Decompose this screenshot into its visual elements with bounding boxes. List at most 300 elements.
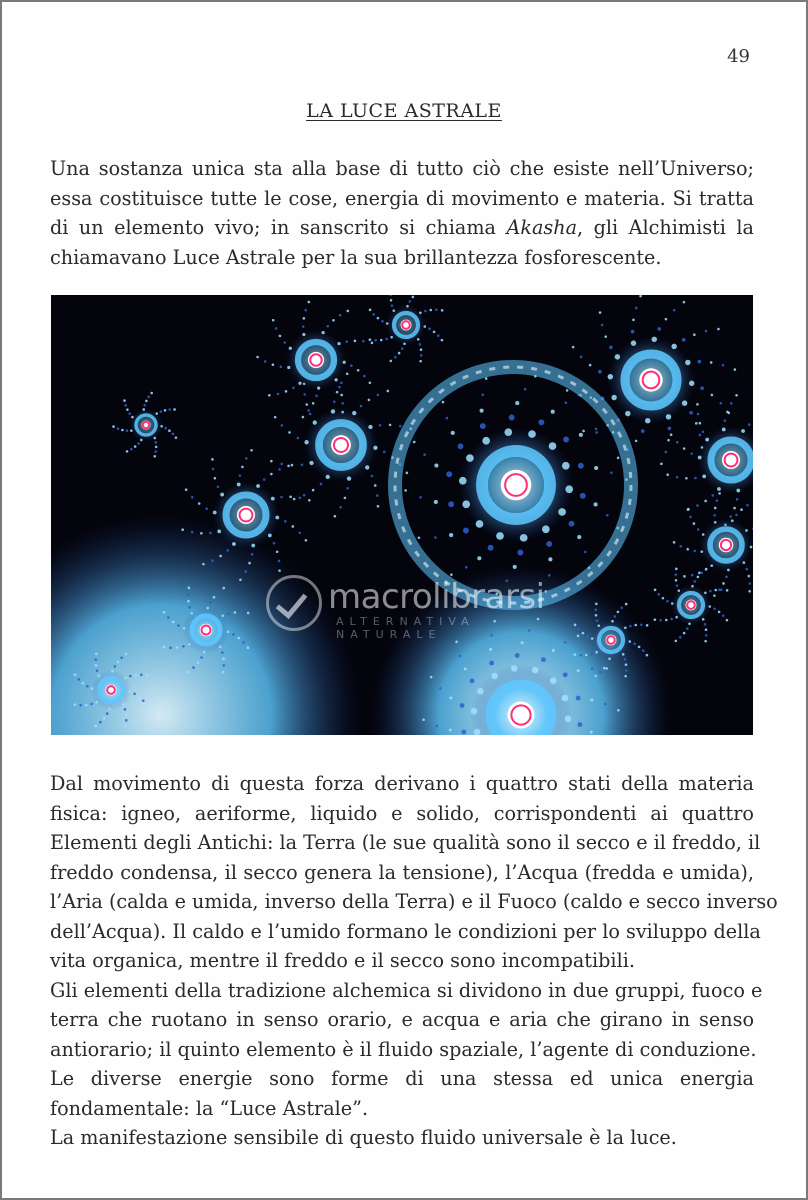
petal-dot: [198, 502, 201, 505]
petal-dot: [126, 408, 129, 411]
petal-dot: [211, 458, 214, 461]
petal-dot: [685, 477, 688, 480]
petal-dot: [682, 400, 687, 405]
petal-dot: [488, 545, 494, 551]
petal-dot: [598, 370, 602, 374]
petal-dot: [234, 611, 237, 614]
petal-dot: [221, 614, 224, 617]
petal-dot: [666, 473, 669, 476]
petal-dot: [585, 654, 588, 657]
petal-dot: [274, 416, 277, 419]
petal-dot: [188, 587, 191, 590]
petal-dot: [251, 553, 254, 556]
petal-dot: [125, 653, 128, 656]
petal-dot: [344, 497, 347, 500]
petal-dot: [461, 730, 466, 735]
petal-dot: [305, 539, 308, 542]
petal-dot: [735, 394, 738, 397]
petal-dot: [448, 501, 454, 507]
petal-dot: [675, 616, 678, 619]
petal-dot: [222, 664, 225, 667]
petal-dot: [220, 493, 224, 497]
petal-dot: [702, 618, 705, 621]
petal-dot: [280, 496, 283, 499]
intro-line: chiamavano Luce Astrale per la sua brillantezza fosforescente.: [50, 245, 662, 269]
body-line: vita organica, mentre il freddo e il secco sono incompatibili.: [50, 949, 635, 972]
petal-dot: [412, 296, 415, 299]
petal-dot: [239, 474, 242, 477]
petal-dot: [462, 500, 470, 508]
petal-dot: [96, 669, 99, 672]
petal-dot: [376, 494, 379, 497]
petal-dot: [304, 309, 307, 312]
petal-dot: [263, 478, 266, 481]
petal-dot: [237, 637, 240, 640]
petal-dot: [617, 611, 620, 614]
checkmark-logo-icon: [266, 575, 322, 631]
petal-dot: [291, 464, 294, 467]
petal-dot: [399, 425, 402, 428]
petal-dot: [299, 497, 302, 500]
petal-dot: [578, 722, 583, 727]
petal-dot: [635, 440, 638, 443]
petal-dot: [303, 317, 306, 320]
petal-dot: [326, 475, 330, 479]
petal-dot: [419, 496, 422, 499]
petal-dot: [237, 483, 241, 487]
petal-dot: [120, 656, 123, 659]
petal-dot: [268, 534, 272, 538]
page-number: 49: [727, 46, 750, 67]
petal-dot: [114, 665, 117, 668]
petal-dot: [591, 637, 594, 640]
petal-dot: [586, 635, 589, 638]
petal-dot: [705, 628, 708, 631]
petal-dot: [347, 476, 351, 480]
petal-dot: [97, 674, 100, 677]
petal-dot: [363, 375, 366, 378]
intro-paragraph: [50, 154, 754, 272]
petal-dot: [717, 487, 721, 491]
petal-dot: [284, 520, 287, 523]
petal-dot: [181, 528, 184, 531]
body-line: fondamentale: la “Luce Astrale”.: [50, 1096, 369, 1120]
petal-dot: [677, 589, 680, 592]
petal-dot: [126, 429, 129, 432]
petal-dot: [309, 461, 313, 465]
petal-dot: [429, 309, 432, 312]
watermark: [266, 575, 566, 641]
petal-dot: [404, 489, 407, 492]
petal-dot: [368, 425, 372, 429]
petal-dot: [673, 309, 676, 312]
petal-dot: [128, 412, 131, 415]
petal-dot: [140, 673, 143, 676]
petal-dot: [383, 451, 386, 454]
petal-dot: [360, 405, 363, 408]
petal-dot: [617, 709, 620, 712]
petal-dot: [130, 448, 133, 451]
petal-dot: [521, 641, 524, 644]
petal-dot: [394, 356, 397, 359]
petal-dot: [418, 536, 421, 539]
petal-dot: [595, 675, 598, 678]
petal-dot: [460, 703, 465, 708]
petal-dot: [481, 393, 484, 396]
petal-dot: [746, 568, 749, 571]
petal-dot: [665, 619, 668, 622]
petal-dot: [599, 671, 602, 674]
petal-dot: [211, 559, 214, 562]
petal-dot: [441, 339, 444, 342]
petal-dot: [303, 494, 306, 497]
petal-dot: [153, 455, 156, 458]
petal-dot: [441, 309, 444, 312]
petal-dot: [272, 363, 275, 366]
petal-dot: [476, 520, 484, 528]
petal-dot: [428, 328, 431, 331]
petal-dot: [675, 640, 678, 643]
petal-dot: [219, 555, 222, 558]
petal-dot: [576, 696, 581, 701]
petal-dot: [528, 430, 536, 438]
petal-dot: [698, 360, 702, 364]
petal-dot: [474, 729, 481, 735]
petal-dot: [137, 442, 140, 445]
body-line: Gli elementi della tradizione alchemica si dividono in due gruppi, fuoco e: [50, 978, 763, 1002]
petal-dot: [729, 515, 732, 518]
petal-dot: [606, 662, 609, 665]
petal-dot: [374, 484, 377, 487]
petal-dot: [688, 622, 691, 625]
petal-dot: [389, 295, 392, 296]
petal-dot: [206, 607, 209, 610]
petal-dot: [489, 661, 494, 666]
petal-dot: [112, 425, 115, 428]
petal-dot: [406, 472, 409, 475]
petal-dot: [633, 643, 636, 646]
petal-dot: [424, 310, 427, 313]
petal-dot: [182, 645, 185, 648]
petal-dot: [748, 423, 751, 426]
petal-dot: [691, 585, 694, 588]
petal-dot: [726, 619, 729, 622]
petal-dot: [222, 658, 225, 661]
petal-dot: [111, 670, 114, 673]
petal-dot: [275, 327, 278, 330]
petal-dot: [256, 356, 259, 359]
petal-dot: [187, 671, 190, 674]
petal-dot: [332, 319, 335, 322]
petal-dot: [595, 431, 598, 434]
petal-dot: [696, 504, 699, 507]
petal-dot: [302, 416, 305, 419]
petal-dot: [213, 511, 217, 515]
petal-dot: [409, 300, 412, 303]
petal-dot: [634, 624, 637, 627]
petal-dot: [398, 352, 401, 355]
petal-dot: [244, 570, 247, 573]
petal-dot: [292, 386, 295, 389]
petal-dot: [579, 654, 582, 657]
petal-dot: [577, 535, 581, 539]
petal-dot: [275, 516, 279, 520]
petal-dot: [168, 408, 171, 411]
petal-dot: [700, 571, 703, 574]
petal-dot: [595, 614, 598, 617]
petal-dot: [336, 391, 339, 394]
petal-dot: [480, 409, 484, 413]
petal-dot: [564, 641, 567, 644]
petal-dot: [713, 594, 716, 597]
petal-dot: [304, 440, 308, 444]
petal-dot: [604, 335, 607, 338]
petal-dot: [176, 646, 179, 649]
petal-dot: [683, 447, 686, 450]
petal-dot: [423, 453, 426, 456]
petal-dot: [741, 429, 745, 433]
petal-dot: [675, 568, 678, 571]
petal-dot: [603, 667, 606, 670]
petal-dot: [108, 707, 111, 710]
petal-dot: [696, 403, 699, 406]
petal-dot: [578, 463, 584, 469]
petal-dot: [251, 544, 255, 548]
petal-dot: [227, 612, 230, 615]
petal-dot: [287, 366, 290, 369]
petal-dot: [597, 624, 600, 627]
petal-dot: [638, 646, 641, 649]
petal-dot: [480, 423, 486, 429]
petal-dot: [660, 463, 663, 466]
petal-dot: [736, 498, 739, 501]
petal-dot: [242, 641, 245, 644]
petal-dot: [142, 408, 145, 411]
petal-dot: [389, 424, 392, 427]
petal-dot: [95, 701, 98, 704]
petal-dot: [128, 690, 131, 693]
petal-dot: [694, 580, 697, 583]
petal-dot: [631, 330, 635, 334]
petal-dot: [565, 485, 573, 493]
petal-dot: [705, 634, 708, 637]
watermark-tagline: ALTERNATIVA NATURALE: [336, 615, 475, 641]
petal-dot: [309, 413, 312, 416]
petal-dot: [391, 304, 394, 307]
petal-dot: [125, 719, 128, 722]
petal-dot: [582, 632, 585, 635]
petal-dot: [117, 427, 120, 430]
petal-dot: [563, 672, 568, 677]
petal-dot: [307, 301, 310, 304]
petal-dot: [659, 619, 662, 622]
petal-dot: [608, 374, 613, 379]
petal-dot: [191, 531, 194, 534]
petal-dot: [683, 632, 686, 635]
petal-dot: [247, 646, 250, 649]
petal-dot: [232, 633, 235, 636]
petal-dot: [298, 382, 301, 385]
petal-dot: [369, 309, 372, 312]
petal-dot: [676, 441, 679, 444]
petal-dot: [464, 668, 467, 671]
petal-dot: [639, 295, 642, 297]
petal-dot: [718, 611, 721, 614]
petal-dot: [735, 514, 738, 517]
petal-dot: [337, 342, 340, 345]
petal-dot: [90, 703, 93, 706]
petal-dot: [515, 653, 520, 658]
petal-dot: [312, 489, 315, 492]
petal-dot: [232, 542, 236, 546]
petal-dot: [632, 319, 635, 322]
petal-dot: [214, 477, 217, 480]
petal-dot: [698, 456, 702, 460]
petal-dot: [705, 568, 708, 571]
petal-dot: [192, 666, 195, 669]
petal-dot: [191, 496, 194, 499]
petal-dot: [599, 311, 602, 314]
petal-dot: [558, 508, 566, 516]
petal-dot: [710, 361, 713, 364]
petal-dot: [146, 704, 149, 707]
petal-dot: [293, 498, 296, 501]
petal-dot: [695, 422, 698, 425]
petal-dot: [187, 593, 190, 596]
petal-dot: [724, 419, 727, 422]
petal-dot: [121, 429, 124, 432]
petal-dot: [470, 678, 475, 683]
petal-dot: [434, 463, 438, 467]
petal-dot: [646, 624, 649, 627]
petal-dot: [610, 471, 613, 474]
petal-dot: [509, 415, 515, 421]
petal-dot: [434, 500, 438, 504]
petal-dot: [590, 653, 593, 656]
petal-dot: [746, 504, 749, 507]
petal-dot: [442, 401, 445, 404]
petal-dot: [197, 661, 200, 664]
petal-dot: [683, 301, 686, 304]
petal-dot: [420, 354, 423, 357]
petal-dot: [333, 400, 336, 403]
body-line: l’Aria (calda e umida, inverso della Terra) e il Fuoco (caldo e secco inverso: [50, 890, 778, 913]
petal-dot: [345, 340, 348, 343]
petal-dot: [552, 649, 555, 652]
petal-dot: [434, 536, 437, 539]
petal-dot: [446, 471, 452, 477]
petal-dot: [163, 646, 166, 649]
petal-dot: [91, 687, 94, 690]
petal-dot: [368, 399, 371, 402]
petal-dot: [712, 494, 715, 497]
petal-dot: [628, 640, 631, 643]
petal-dot: [590, 699, 593, 702]
petal-dot: [580, 493, 586, 499]
petal-dot: [595, 428, 598, 431]
petal-dot: [549, 442, 557, 450]
petal-dot: [285, 390, 288, 393]
petal-dot: [446, 417, 449, 420]
petal-dot: [465, 566, 468, 569]
petal-dot: [94, 658, 97, 661]
petal-dot: [743, 561, 746, 564]
petal-dot: [390, 299, 393, 302]
petal-dot: [736, 489, 740, 493]
petal-dot: [665, 318, 668, 321]
petal-dot: [129, 675, 132, 678]
petal-dot: [200, 656, 203, 659]
petal-dot: [595, 603, 598, 606]
petal-dot: [406, 305, 409, 308]
petal-dot: [714, 521, 717, 524]
petal-dot: [145, 400, 148, 403]
petal-dot: [693, 550, 696, 553]
petal-dot: [720, 402, 723, 405]
petal-dot: [160, 425, 163, 428]
petal-dot: [731, 519, 734, 522]
petal-dot: [513, 565, 517, 569]
petal-dot: [86, 685, 89, 688]
petal-dot: [308, 499, 311, 502]
body-line: La manifestazione sensibile di questo fluido universale è la luce.: [50, 1126, 677, 1149]
petal-dot: [562, 462, 570, 470]
petal-dot: [520, 534, 528, 542]
petal-dot: [281, 424, 284, 427]
petal-dot: [734, 368, 737, 371]
petal-dot: [221, 651, 224, 654]
petal-dot: [548, 557, 552, 561]
petal-dot: [338, 386, 341, 389]
petal-dot: [340, 394, 343, 397]
intro-line-part: , gli Alchimisti la: [577, 216, 754, 239]
petal-dot: [611, 395, 616, 400]
petal-dot: [270, 473, 273, 476]
petal-dot: [679, 545, 682, 548]
petal-dot: [657, 327, 661, 331]
petal-dot: [278, 468, 281, 471]
petal-dot: [662, 597, 665, 600]
petal-dot: [551, 410, 555, 414]
petal-dot: [122, 703, 125, 706]
petal-dot: [85, 704, 88, 707]
petal-dot: [130, 429, 133, 432]
petal-dot: [133, 693, 136, 696]
petal-dot: [390, 336, 393, 339]
petal-dot: [614, 615, 617, 618]
petal-dot: [625, 669, 628, 672]
petal-dot: [292, 525, 295, 528]
petal-dot: [106, 712, 109, 715]
petal-dot: [188, 606, 191, 609]
petal-dot: [666, 414, 671, 419]
body-line: fisica: igneo, aeriforme, liquido e solido, corrispondenti ai quattro: [50, 801, 754, 825]
petal-dot: [670, 618, 673, 621]
petal-dot: [423, 325, 426, 328]
petal-dot: [697, 576, 700, 579]
chapter-title-text: LA LUCE ASTRALE: [306, 100, 502, 122]
fractal-illustration: [51, 295, 753, 735]
petal-dot: [675, 579, 678, 582]
body-line: terra che ruotano in senso orario, e acqua e aria che girano in senso: [50, 1008, 754, 1031]
petal-dot: [584, 551, 587, 554]
petal-dot: [95, 725, 98, 728]
petal-dot: [722, 582, 725, 585]
petal-dot: [392, 309, 395, 312]
petal-dot: [608, 657, 611, 660]
petal-dot: [714, 507, 717, 510]
petal-dot: [371, 342, 374, 345]
